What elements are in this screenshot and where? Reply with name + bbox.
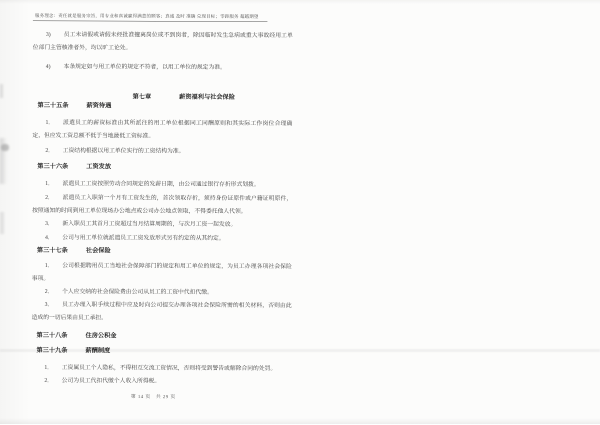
clause-number: 3. — [45, 220, 50, 227]
clause-text: 派遣员工入职第一个月有工资发生的，首次领取存折，须持身份证原件或户籍证明原件，按照通知的时间到用工单位现场办公地点或公司办公地点领取，不得委托他人代领。 — [32, 194, 293, 215]
article-title: 薪资待遇 — [86, 101, 112, 109]
article-number: 第三十六条 — [37, 162, 69, 170]
clause-item — [32, 144, 292, 158]
clause-number: 4) — [45, 63, 51, 70]
article-number: 第三十八条 — [36, 331, 68, 339]
article-number: 第三十五条 — [37, 101, 69, 109]
clause-number: 3. — [44, 301, 50, 308]
clause-item — [33, 28, 293, 55]
page-footer: 第 14 页 共 29 页 — [130, 393, 176, 400]
clause-text: 个人应交纳的社会保险费由公司从员工的工资中代扣代缴。 — [62, 288, 213, 296]
clause-text: 员工未请假或请假未经批准擅离岗位或不到岗者，除因临时发生急病或重大事故经用工单位部门主管核准者外，均以旷工论处。 — [32, 31, 293, 51]
clause-number: 2. — [44, 377, 49, 384]
clause-text: 派遣员工的薪资标准由其所派往的用工单位根据同工同酬原则和其实际工作岗位合理确定，但应发工资总额不低于当地最低工资标准。 — [32, 119, 293, 140]
clause-number: 2. — [45, 194, 50, 201]
article-heading — [38, 100, 112, 109]
chapter-title: 薪资福利与社会保险 — [179, 93, 235, 101]
article-heading — [37, 245, 111, 254]
article-heading — [36, 345, 110, 354]
clause-item — [32, 285, 292, 299]
article-number: 第三十九条 — [36, 346, 68, 354]
clause-item — [31, 361, 291, 375]
clause-text: 公司与用工单位就派遣员工工资发放形式另有约定的从其约定。 — [62, 234, 225, 242]
scan-artifact-streak — [0, 138, 7, 184]
document-content — [31, 0, 300, 425]
clause-number: 1. — [44, 364, 49, 371]
clause-item — [31, 374, 291, 388]
clause-number: 2. — [44, 288, 50, 295]
article-heading — [37, 330, 117, 339]
clause-item — [33, 60, 293, 74]
scan-artifact-smudge — [1, 144, 9, 151]
clause-item — [32, 259, 292, 286]
clause-item — [32, 116, 292, 143]
clause-number: 3) — [45, 31, 51, 38]
chapter-heading — [133, 91, 235, 100]
clause-text: 公司为员工代扣代缴个人收入所得税。 — [61, 377, 161, 385]
clause-item — [32, 231, 292, 245]
clause-text: 派遣员工工资按照劳动合同规定的发薪日期，由公司通过银行存折形式划拨。 — [62, 180, 260, 188]
clause-item — [32, 298, 292, 325]
clause-number: 2. — [45, 147, 50, 154]
clause-item — [32, 191, 292, 218]
article-number: 第三十七条 — [36, 246, 68, 254]
clause-text: 工资结构根据以用工单位实行的工资结构为准。 — [62, 147, 185, 155]
article-title: 住房公积金 — [85, 331, 117, 339]
article-title: 社会保险 — [85, 246, 111, 254]
article-title: 工资发放 — [86, 162, 112, 170]
clause-item — [32, 177, 292, 191]
clause-number: 1. — [45, 119, 50, 126]
clause-number: 1. — [44, 262, 50, 269]
clause-text: 公司根据聘用员工当地社会保障部门的规定和用工单位的规定，为员工办理各项社会保险事项。 — [31, 262, 292, 282]
clause-number: 4. — [44, 234, 50, 241]
clause-number: 1. — [45, 180, 50, 187]
scan-artifact-streak — [0, 84, 3, 98]
scan-artifact-streak — [0, 212, 4, 234]
clause-text: 工资属员工个人隐私，不得相互交流工资情况，否则将受到警告或解除合同的处罚。 — [61, 364, 277, 372]
clause-text: 员工办理入职手续过程中应及时向公司提交办理各项社会保险所需的相关材料，否则由此造成的一切后果由员工承担。 — [31, 301, 292, 321]
article-title: 薪酬制度 — [85, 346, 111, 354]
article-heading — [37, 161, 111, 170]
header-note: 服务理念：责任就是服务宗旨，用专业和真诚赢得满意的顾客；真诚 及时 准确 兑现目标；零距服务 超越期望 — [33, 12, 268, 22]
chapter-number: 第七章 — [132, 92, 152, 101]
clause-text: 本条规定如与用工单位的规定不符者，以用工单位的规定为准。 — [63, 63, 226, 71]
clause-text: 新入职员工其首月工资超过当月结算周期的，与次月工资一起发放。 — [62, 220, 237, 228]
clause-item — [32, 217, 292, 231]
